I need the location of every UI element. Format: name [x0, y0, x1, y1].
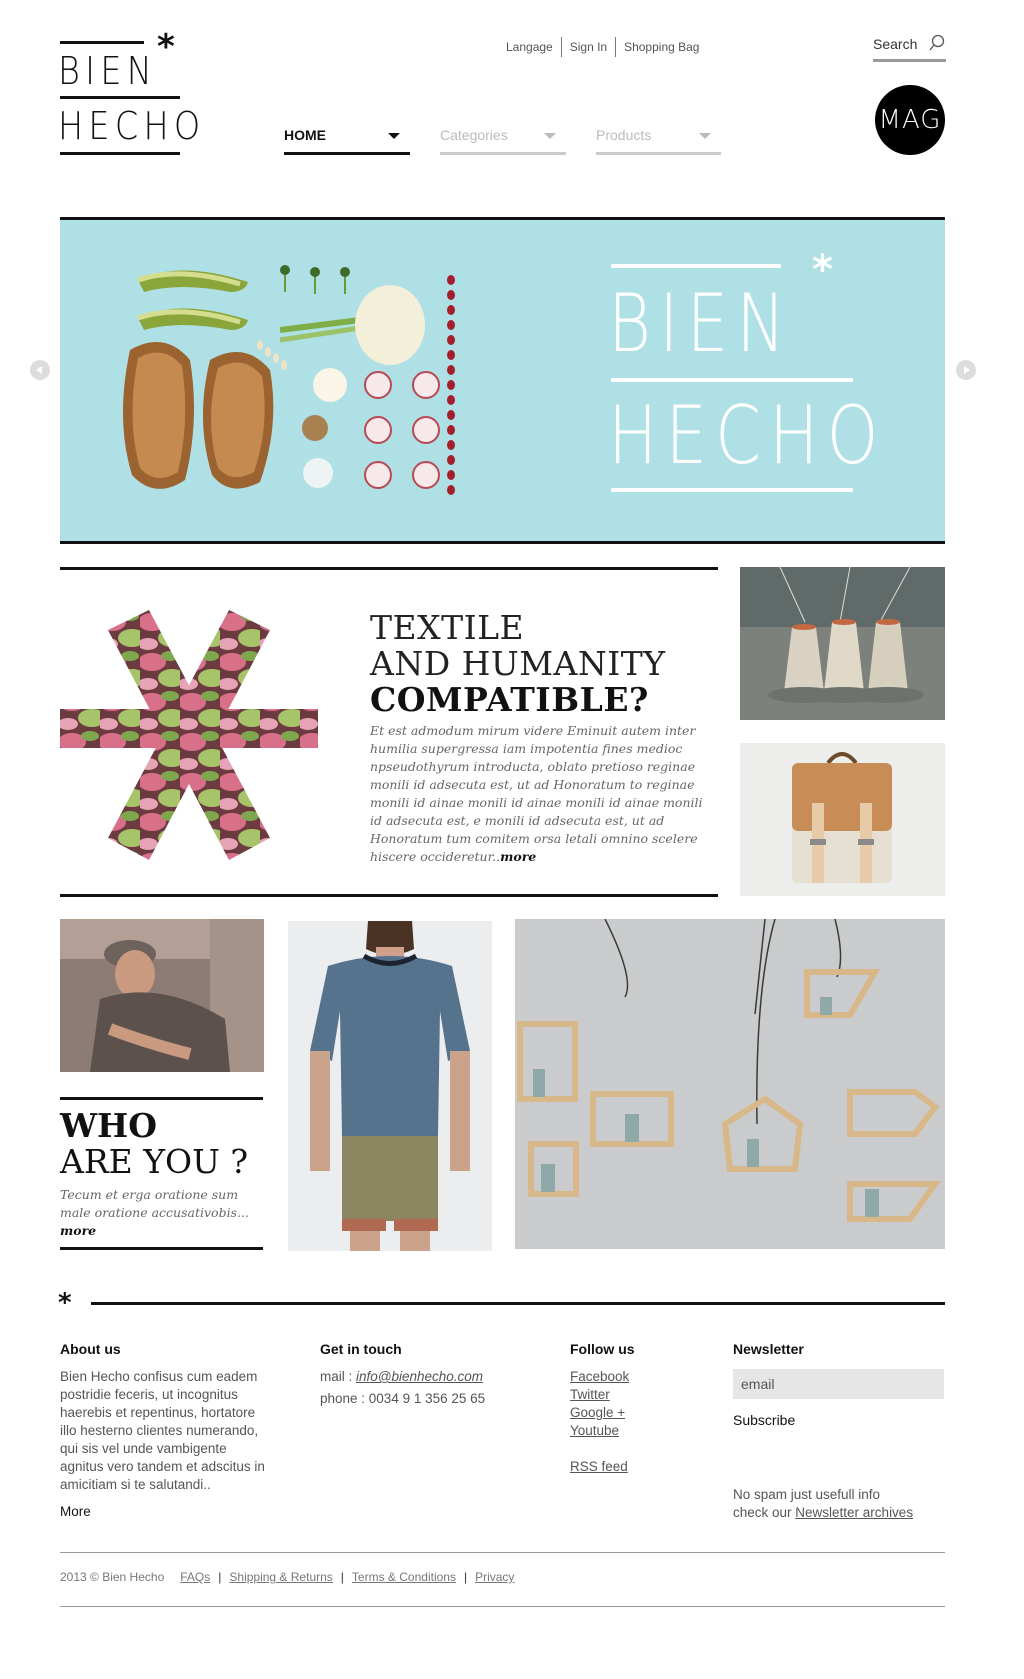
chevron-down-icon — [699, 133, 711, 139]
carousel-prev-arrow[interactable] — [30, 360, 50, 380]
feature-rule-top — [60, 567, 718, 570]
divider: | — [463, 1570, 468, 1584]
logo-rule-top — [60, 41, 144, 44]
bottom-rule-top — [60, 1552, 945, 1553]
backpack-photo[interactable] — [740, 743, 945, 896]
search-box[interactable] — [873, 34, 946, 62]
feature-title-line1: TEXTILE — [370, 608, 525, 647]
hero-logo-rule-top — [611, 264, 781, 268]
footer-rule — [91, 1302, 945, 1305]
footer-mail-link[interactable]: info@bienhecho.com — [356, 1369, 484, 1384]
search-label: Search — [873, 36, 918, 52]
craftsman-photo[interactable] — [60, 919, 264, 1072]
top-links — [506, 37, 699, 57]
footer-phone: phone : 0034 9 1 356 25 65 — [320, 1391, 486, 1406]
wall-shelves-photo[interactable] — [515, 919, 945, 1249]
footer-about-text: Bien Hecho confisus cum eadem postridie feceris, ut incognitus haerebis et repentinus, hortatore illo hesterno clientes numerando, qui sis vel unde vambigente agnitus vero tandem et adscitus in amicitiam si te salutandi.. — [60, 1369, 265, 1492]
tshirt-model-illustration — [288, 921, 492, 1251]
divider: | — [340, 1570, 344, 1584]
chevron-down-icon — [388, 133, 400, 139]
hero-logo-rule-middle — [611, 378, 853, 382]
logo-word-hecho: HECHO — [58, 104, 206, 148]
who-body-text: Tecum et erga oratione sum male oratione accusativobis... — [60, 1187, 249, 1220]
tshirt-model-photo[interactable] — [288, 921, 492, 1251]
nav-home-label: HOME — [284, 127, 326, 143]
footer-newsletter-heading: Newsletter — [733, 1341, 804, 1357]
feature-more-link[interactable]: more — [500, 849, 537, 864]
bottom-bar — [60, 1570, 514, 1584]
nav-products[interactable] — [596, 125, 721, 155]
footer-star-icon: * — [58, 1288, 72, 1318]
faqs-link[interactable]: FAQs — [180, 1570, 211, 1584]
footer-rss-link[interactable]: RSS feed — [570, 1459, 628, 1474]
who-title-line1: WHO — [60, 1106, 157, 1145]
footer-follow-heading: Follow us — [570, 1341, 635, 1357]
thread-spools-photo[interactable] — [740, 567, 945, 720]
logo-word-bien: BIEN — [58, 49, 158, 93]
footer-about-heading: About us — [60, 1341, 121, 1357]
yarn-asterisk-image[interactable] — [60, 610, 318, 860]
mag-label: MAG — [878, 105, 942, 135]
newsletter-archives-line — [733, 1504, 913, 1522]
nav-home[interactable] — [284, 125, 410, 155]
nav-products-label: Products — [596, 127, 652, 143]
hero-food-illustration — [60, 220, 480, 544]
nav-categories[interactable] — [440, 125, 566, 155]
thread-spools-illustration — [740, 567, 945, 720]
footer-google-link[interactable]: Google + — [570, 1405, 626, 1420]
footer-facebook-link[interactable]: Facebook — [570, 1369, 630, 1384]
who-rule-top — [60, 1097, 263, 1100]
who-rule-bottom — [60, 1247, 263, 1250]
search-icon[interactable] — [928, 34, 946, 52]
language-link[interactable]: Langage — [506, 40, 553, 54]
newsletter-note: No spam just usefull info — [733, 1487, 881, 1502]
chevron-down-icon — [544, 133, 556, 139]
footer-youtube-link[interactable]: Youtube — [570, 1423, 620, 1438]
logo-rule-bottom — [60, 152, 180, 155]
terms-conditions-link[interactable]: Terms & Conditions — [351, 1570, 456, 1584]
divider: | — [218, 1570, 222, 1584]
newsletter-archives-prefix: check our — [733, 1505, 796, 1520]
feature-title-line3: COMPATIBLE? — [370, 680, 649, 719]
craftsman-illustration — [60, 919, 264, 1072]
footer-mail-label: mail : — [320, 1369, 357, 1384]
newsletter-email-input[interactable] — [733, 1369, 944, 1399]
privacy-link[interactable]: Privacy — [475, 1570, 515, 1584]
footer-mail-line — [320, 1368, 483, 1386]
nav-categories-label: Categories — [440, 127, 508, 143]
feature-body-text: Et est admodum mirum videre Eminuit autem inter humilia supergressa iam impotentia fines medioc npseudothyrum introducta, oblato pretioso reginae monili id adsecuta est, ut ad Honoratum to reginae monili id ainae monili id ainae monili id ainae monili id adsecuta est, e monili id adsecuta est, ut ad Honoratum tum comitem orsa letali omnino scelere hiscere occideretur.. — [370, 723, 703, 864]
divider — [615, 37, 616, 57]
footer-about-more-link[interactable]: More — [60, 1504, 91, 1519]
who-title-line2: ARE YOU ? — [60, 1142, 249, 1181]
backpack-illustration — [740, 743, 945, 896]
copyright: 2013 © Bien Hecho — [60, 1570, 165, 1584]
hero-banner[interactable] — [60, 217, 945, 544]
carousel-next-arrow[interactable] — [956, 360, 976, 380]
hero-logo-rule-bottom — [611, 488, 853, 492]
feature-rule-bottom — [60, 894, 718, 897]
hero-star-icon: * — [812, 247, 843, 293]
bottom-rule-bottom — [60, 1606, 945, 1607]
newsletter-archives-link[interactable]: Newsletter archives — [795, 1505, 914, 1520]
mag-button[interactable] — [875, 85, 945, 155]
shopping-bag-link[interactable]: Shopping Bag — [624, 40, 700, 54]
hero-word-hecho: HECHO — [608, 389, 887, 482]
who-more-link[interactable]: more — [60, 1223, 97, 1238]
wall-shelves-illustration — [515, 919, 945, 1249]
subscribe-button[interactable]: Subscribe — [733, 1412, 796, 1428]
who-title[interactable] — [60, 1108, 248, 1180]
shipping-returns-link[interactable]: Shipping & Returns — [229, 1570, 333, 1584]
logo-star-icon: * — [157, 27, 175, 67]
feature-body — [370, 722, 715, 866]
sign-in-link[interactable]: Sign In — [569, 40, 608, 54]
footer-twitter-link[interactable]: Twitter — [570, 1387, 610, 1402]
hero-word-bien: BIEN — [608, 277, 794, 370]
logo-rule-middle — [60, 96, 180, 99]
who-body — [60, 1186, 260, 1240]
feature-title[interactable] — [370, 610, 666, 718]
divider — [561, 37, 562, 57]
feature-title-line2: AND HUMANITY — [370, 644, 666, 683]
footer-contact-heading: Get in touch — [320, 1341, 402, 1357]
